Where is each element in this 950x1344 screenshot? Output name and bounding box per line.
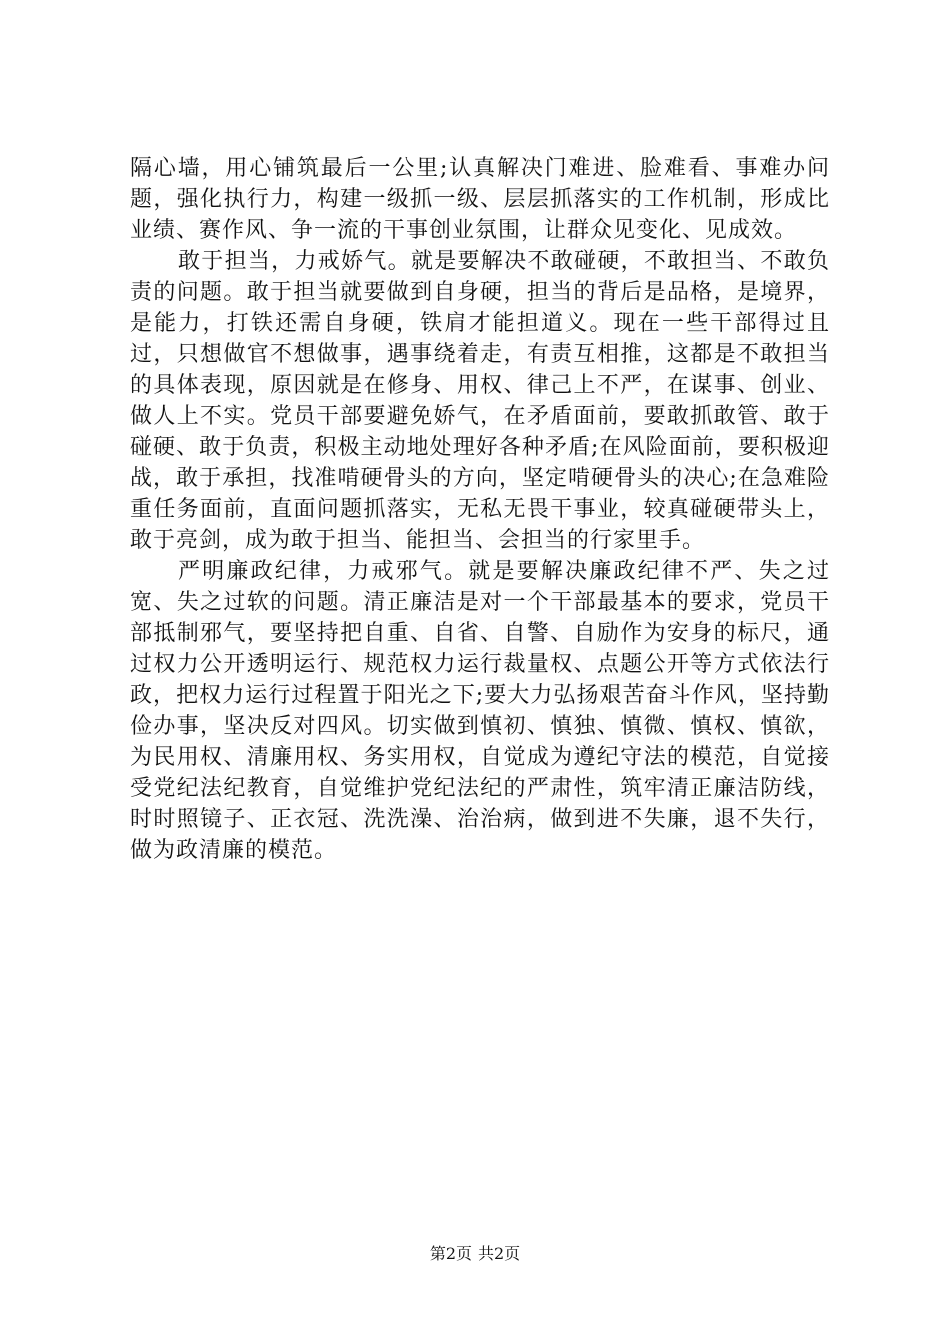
paragraph-continuation: 隔心墙，用心铺筑最后一公里;认真解决门难进、脸难看、事难办问题，强化执行力，构建一级抓一级、层层抓落实的工作机制，形成比业绩、赛作风、争一流的干事创业氛围，让群众见变化、见成效。 xyxy=(130,156,830,243)
document-body xyxy=(130,153,830,866)
page-total: 共2页 xyxy=(478,1244,521,1263)
page-footer xyxy=(0,1244,950,1264)
page-number: 第2页 xyxy=(429,1244,472,1263)
paragraph-integrity-discipline: 严明廉政纪律，力戒邪气。就是要解决廉政纪律不严、失之过宽、失之过软的问题。清正廉洁是对一个干部最基本的要求，党员干部抵制邪气，要坚持把自重、自省、自警、自励作为安身的标尺，通过权力公开透明运行、规范权力运行裁量权、点题公开等方式依法行政，把权力运行过程置于阳光之下;要大力弘扬艰苦奋斗作风，坚持勤俭办事，坚决反对四风。切实做到慎初、慎独、慎微、慎权、慎欲，为民用权、清廉用权、务实用权，自觉成为遵纪守法的模范，自觉接受党纪法纪教育，自觉维护党纪法纪的严肃性，筑牢清正廉洁防线，时时照镜子、正衣冠、洗洗澡、治治病，做到进不失廉，退不失行，做为政清廉的模范。 xyxy=(130,559,830,863)
paragraph-courage-to-take-responsibility: 敢于担当，力戒娇气。就是要解决不敢碰硬，不敢担当、不敢负责的问题。敢于担当就要做到自身硬，担当的背后是品格，是境界，是能力，打铁还需自身硬，铁肩才能担道义。现在一些干部得过且过，只想做官不想做事，遇事绕着走，有责互相推，这都是不敢担当的具体表现，原因就是在修身、用权、律己上不严，在谋事、创业、做人上不实。党员干部要避免娇气，在矛盾面前，要敢抓敢管、敢于碰硬、敢于负责，积极主动地处理好各种矛盾;在风险面前，要积极迎战，敢于承担，找准啃硬骨头的方向，坚定啃硬骨头的决心;在急难险重任务面前，直面问题抓落实，无私无畏干事业，较真碰硬带头上，敢于亮剑，成为敢于担当、能担当、会担当的行家里手。 xyxy=(130,249,830,553)
